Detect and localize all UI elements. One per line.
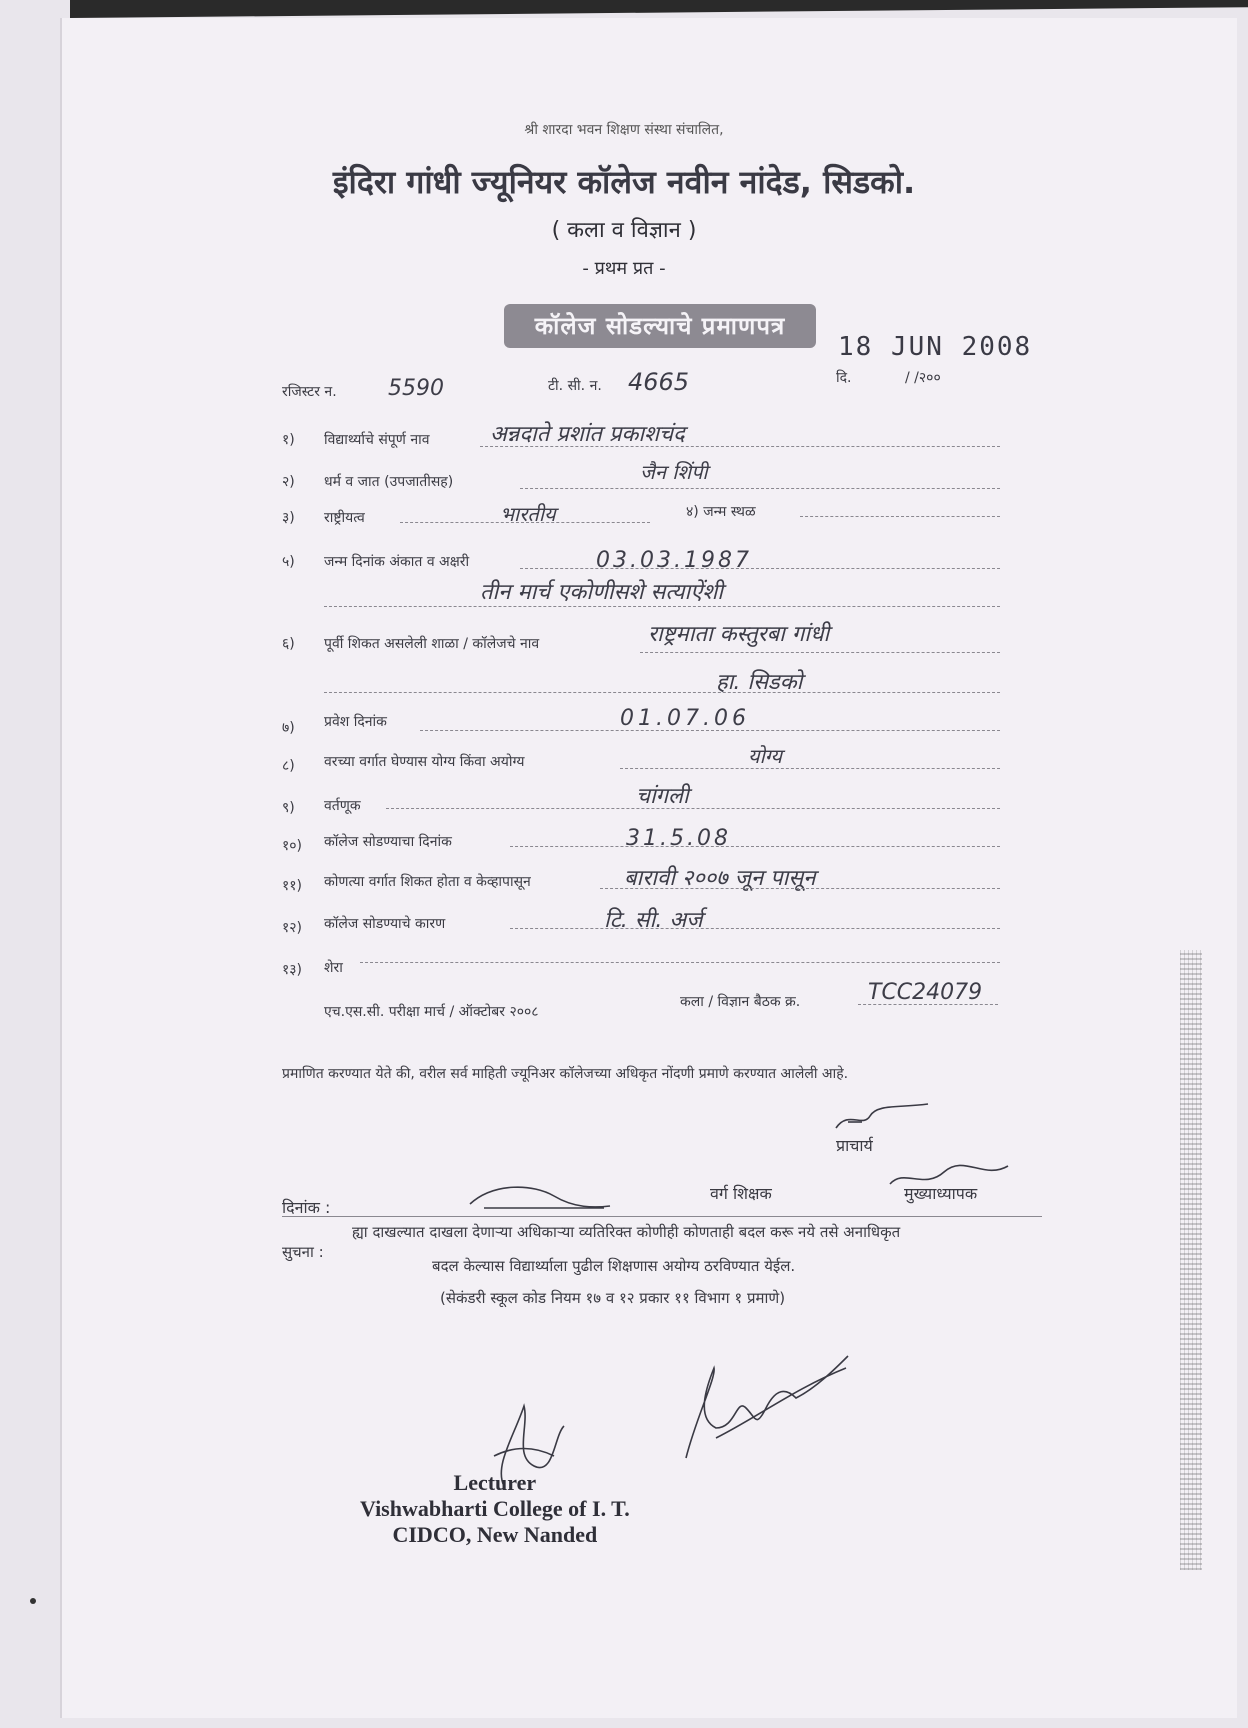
fill-line bbox=[510, 846, 1000, 847]
field-label-promotion: वरच्या वर्गात घेण्यास योग्य किंवा अयोग्य bbox=[324, 754, 525, 770]
attestation-title: Lecturer bbox=[453, 1470, 537, 1495]
field-label-birthdate: जन्म दिनांक अंकात व अक्षरी bbox=[324, 554, 470, 570]
exam-text: एच.एस.सी. परीक्षा मार्च / ऑक्टोबर २००८ bbox=[324, 1004, 539, 1020]
field-label-class-since: कोणत्या वर्गात शिकत होता व केव्हापासून bbox=[324, 874, 531, 890]
seat-value: TCC24079 bbox=[868, 980, 983, 1005]
date-label: दि. bbox=[836, 370, 852, 386]
fill-line bbox=[600, 888, 1000, 889]
seat-label: कला / विज्ञान बैठक क्र. bbox=[680, 994, 801, 1010]
field-value-birthdate-words: तीन मार्च एकोणीसशे सत्याऐंशी bbox=[480, 580, 723, 605]
field-number: ११) bbox=[282, 878, 303, 894]
certificate-title: कॉलेज सोडल्याचे प्रमाणपत्र bbox=[504, 304, 816, 348]
fill-line bbox=[520, 488, 1000, 489]
field-label-nationality: राष्ट्रीयत्व bbox=[324, 510, 365, 526]
field-number: ८) bbox=[282, 758, 295, 774]
field-value-leaving-date: 31.5.08 bbox=[626, 826, 731, 851]
field-label-remarks: शेरा bbox=[324, 960, 343, 976]
field-number: ७) bbox=[282, 720, 295, 736]
date-label-bottom: दिनांक : bbox=[282, 1198, 331, 1217]
field-number: १०) bbox=[282, 838, 303, 854]
field-value-previous-school-place: हा. सिडको bbox=[716, 670, 803, 695]
field-label-conduct: वर्तणूक bbox=[324, 798, 361, 814]
fill-line bbox=[400, 522, 650, 523]
field-label-admission-date: प्रवेश दिनांक bbox=[324, 714, 387, 730]
scan-top-edge bbox=[70, 0, 1248, 18]
punch-mark bbox=[30, 1598, 36, 1604]
scan-noise bbox=[1180, 950, 1202, 1570]
sanstha-line: श्री शारदा भवन शिक्षण संस्था संचालित, bbox=[524, 122, 724, 138]
field-value-nationality: भारतीय bbox=[500, 502, 556, 526]
field-label-birthplace: ४) जन्म स्थळ bbox=[686, 504, 756, 520]
stream-label: ( कला व विज्ञान ) bbox=[551, 218, 697, 243]
field-value-student-name: अन्नदाते प्रशांत प्रकाशचंद bbox=[490, 422, 685, 447]
fill-line bbox=[386, 808, 1000, 809]
headmaster-signature bbox=[884, 1160, 1014, 1204]
certification-text: प्रमाणित करण्यात येते की, वरील सर्व माहिती ज्यूनिअर कॉलेजच्या अधिकृत नोंदणी प्रमाणे करण्यात आलेली आहे. bbox=[282, 1066, 849, 1082]
principal-label: प्राचार्य bbox=[836, 1136, 873, 1155]
attesting-signature bbox=[676, 1348, 856, 1468]
field-number: १३) bbox=[282, 962, 303, 978]
field-number: ६) bbox=[282, 636, 295, 652]
fill-line bbox=[324, 692, 1000, 693]
fill-line bbox=[360, 962, 1000, 963]
class-teacher-signature bbox=[464, 1178, 614, 1218]
register-label: रजिस्टर न. bbox=[282, 384, 337, 400]
field-value-class-since: बारावी २००७ जून पासून bbox=[624, 866, 816, 891]
field-label-previous-school: पूर्वी शिकत असलेली शाळा / कॉलेजचे नाव bbox=[324, 636, 540, 652]
fill-line bbox=[620, 768, 1000, 769]
attestation-place: CIDCO, New Nanded bbox=[392, 1522, 598, 1547]
field-value-admission-date: 01.07.06 bbox=[620, 706, 750, 731]
field-value-conduct: चांगली bbox=[636, 784, 689, 809]
attestation-college: Vishwabharti College of I. T. bbox=[360, 1496, 630, 1521]
field-value-religion-caste: जैन शिंपी bbox=[640, 460, 708, 484]
fill-line bbox=[510, 928, 1000, 929]
field-number: ३) bbox=[282, 510, 295, 526]
college-name: इंदिरा गांधी ज्यूनियर कॉलेज नवीन नांदेड, सिडको. bbox=[332, 163, 916, 201]
fill-line bbox=[520, 568, 1000, 569]
tc-label: टी. सी. न. bbox=[548, 378, 602, 394]
divider bbox=[282, 1216, 1042, 1217]
field-value-previous-school: राष्ट्रमाता कस्तुरबा गांधी bbox=[648, 622, 830, 647]
field-value-leaving-reason: टि. सी. अर्ज bbox=[604, 908, 703, 933]
field-label-leaving-date: कॉलेज सोडण्याचा दिनांक bbox=[324, 834, 452, 850]
field-number: ५) bbox=[282, 554, 295, 570]
copy-label: - प्रथम प्रत - bbox=[582, 258, 666, 279]
fill-line bbox=[420, 730, 1000, 731]
note-line-1: ह्या दाखल्यात दाखला देणाऱ्या अधिकाऱ्या व्यतिरिक्त कोणीही कोणताही बदल करू नये तसे अनाधिकृत bbox=[352, 1223, 901, 1241]
note-line-2: बदल केल्यास विद्यार्थ्याला पुढील शिक्षणास अयोग्य ठरविण्यात येईल. bbox=[432, 1257, 796, 1275]
register-value: 5590 bbox=[388, 376, 444, 401]
fill-line bbox=[800, 516, 1000, 517]
field-value-birthdate-digits: 03.03.1987 bbox=[596, 548, 752, 573]
fill-line bbox=[324, 606, 1000, 607]
field-label-leaving-reason: कॉलेज सोडण्याचे कारण bbox=[324, 916, 446, 932]
note-label: सुचना : bbox=[282, 1243, 324, 1261]
headmaster-label: मुख्याध्यापक bbox=[904, 1184, 978, 1203]
field-number: १२) bbox=[282, 920, 303, 936]
field-value-promotion: योग्य bbox=[748, 744, 782, 768]
tc-value: 4665 bbox=[628, 368, 690, 396]
field-number: १) bbox=[282, 432, 295, 448]
fill-line bbox=[640, 652, 1000, 653]
field-number: २) bbox=[282, 474, 295, 490]
field-number: ९) bbox=[282, 800, 295, 816]
attestation-stamp bbox=[360, 1470, 630, 1548]
date-stamp: 18 JUN 2008 bbox=[838, 332, 1033, 362]
note-line-3: (सेकंडरी स्कूल कोड नियम १७ व १२ प्रकार ११ विभाग १ प्रमाणे) bbox=[440, 1289, 786, 1307]
class-teacher-label: वर्ग शिक्षक bbox=[710, 1184, 772, 1203]
date-placeholder: / /२०० bbox=[905, 370, 941, 386]
field-label-student-name: विद्यार्थ्याचे संपूर्ण नाव bbox=[324, 432, 430, 448]
fill-line bbox=[480, 446, 1000, 447]
fill-line bbox=[858, 1004, 998, 1005]
field-label-religion-caste: धर्म व जात (उपजातीसह) bbox=[324, 474, 454, 490]
